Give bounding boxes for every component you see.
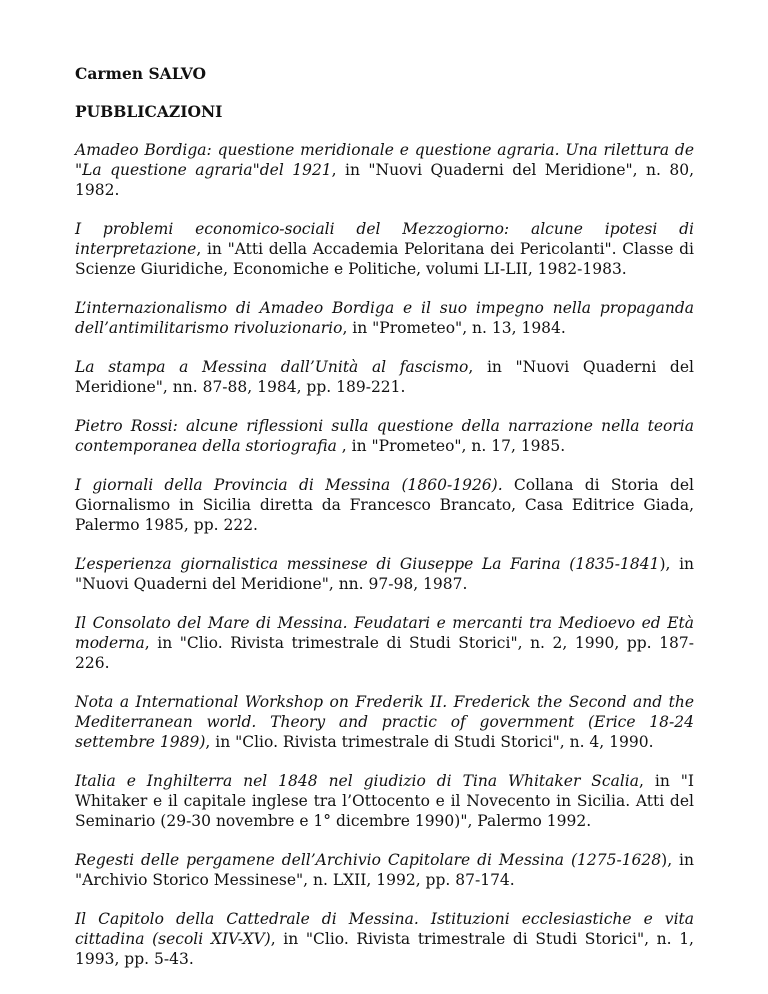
publication-title: Il Capitolo della Cattedrale di Messina. Istituzioni ecclesiastiche e vita cittadina (secoli XIV-XV) [75, 910, 694, 948]
publication-title: Regesti delle pergamene dell’Archivio Capitolare di Messina (1275-1628 [75, 851, 662, 869]
publication-title: L’internazionalismo di Amadeo Bordiga e il suo impegno nella propaganda dell’antimilitarismo rivoluzionario [75, 299, 694, 337]
publication-entry [75, 416, 694, 456]
publication-entry [75, 613, 694, 673]
publication-entry [75, 771, 694, 831]
publication-entry [75, 140, 694, 200]
publication-details: ), in "Archivio Storico Messinese", n. LXII, 1992, pp. 87-174. [75, 851, 694, 889]
document-page [75, 64, 694, 988]
publication-title: Pietro Rossi: alcune riflessioni sulla questione della narrazione nella teoria contemporanea della storiografia [75, 417, 694, 455]
publication-title: Italia e Inghilterra nel 1848 nel giudizio di Tina Whitaker Scalia [75, 772, 639, 790]
publication-title: Amadeo Bordiga: questione meridionale e questione agraria. Una rilettura de "La questione agraria"del 1921 [75, 141, 694, 179]
publication-title: Il Consolato del Mare di Messina. Feudatari e mercanti tra Medioevo ed Età moderna [75, 614, 694, 652]
publication-details: , in "Nuovi Quaderni del Meridione", nn. 87-88, 1984, pp. 189-221. [75, 358, 694, 396]
publication-entry [75, 554, 694, 594]
publication-details: , in "Prometeo", n. 17, 1985. [336, 437, 566, 455]
publication-details: , in "Prometeo", n. 13, 1984. [342, 319, 566, 337]
publication-details: , in "Clio. Rivista trimestrale di Studi Storici", n. 4, 1990. [205, 733, 654, 751]
publication-list [75, 140, 694, 969]
publication-details: ), in "Nuovi Quaderni del Meridione", nn. 97-98, 1987. [75, 555, 695, 593]
publication-title: L’esperienza giornalistica messinese di Giuseppe La Farina (1835-1841 [75, 555, 660, 573]
publication-title: Nota a International Workshop on Frederik II. Frederick the Second and the Mediterranean world. Theory and practic of government (Erice 18-24 settembre 1989) [75, 693, 694, 751]
publication-details: , in "I Whitaker e il capitale inglese tra l’Ottocento e il Novecento in Sicilia. Atti del Seminario (29-30 novembre e 1° dicembre 1990)", Palermo 1992. [75, 772, 694, 830]
publication-entry [75, 219, 694, 279]
publication-entry [75, 909, 694, 969]
publication-title: La stampa a Messina dall’Unità al fascismo [75, 358, 469, 376]
publication-entry [75, 298, 694, 338]
publication-entry [75, 475, 694, 535]
publication-details: Collana di Storia del Giornalismo in Sicilia diretta da Francesco Brancato, Casa Editrice Giada, Palermo 1985, pp. 222. [75, 476, 694, 534]
section-heading: PUBBLICAZIONI [75, 102, 223, 121]
publication-title: I giornali della Provincia di Messina (1860-1926). [75, 476, 503, 494]
author-name: Carmen SALVO [75, 64, 207, 83]
publication-entry [75, 357, 694, 397]
publication-title: I problemi economico-sociali del Mezzogiorno: alcune ipotesi di interpretazione [75, 220, 694, 258]
publication-details: , in "Clio. Rivista trimestrale di Studi Storici", n. 2, 1990, pp. 187-226. [75, 634, 694, 672]
publication-details: , in "Nuovi Quaderni del Meridione", n. 80, 1982. [75, 161, 694, 199]
publication-details: , in "Atti della Accademia Peloritana dei Pericolanti". Classe di Scienze Giuridiche, Economiche e Politiche, volumi LI-LII, 1982-1983. [75, 240, 694, 278]
publication-entry [75, 692, 694, 752]
publication-details: , in "Clio. Rivista trimestrale di Studi Storici", n. 1, 1993, pp. 5-43. [75, 930, 694, 968]
publication-entry [75, 850, 694, 890]
